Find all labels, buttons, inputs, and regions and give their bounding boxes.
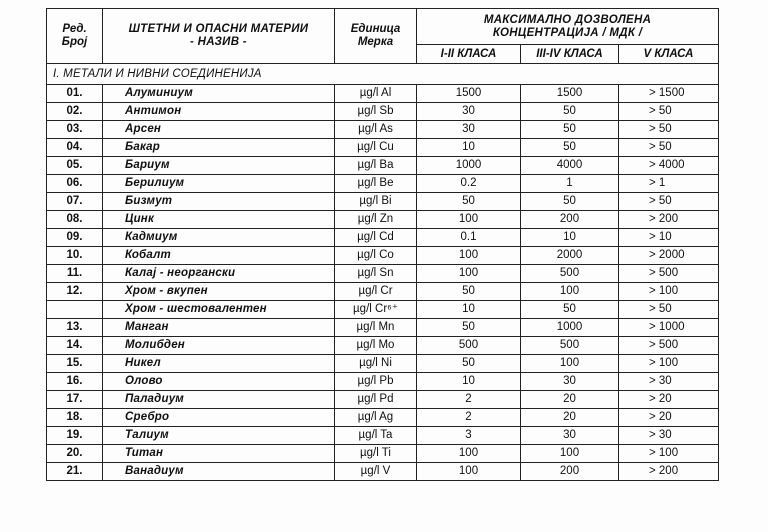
row-number: 03. [47,121,103,139]
unit-of-measure: µg/l Cr⁶⁺ [335,301,417,319]
limit-class-3-4: 1500 [521,85,619,103]
unit-of-measure: µg/l Ni [335,355,417,373]
limit-class-1-2: 0.1 [417,229,521,247]
limit-class-5: > 100 [619,283,719,301]
row-number: 17. [47,391,103,409]
row-number: 01. [47,85,103,103]
table-row [47,265,719,283]
table-row [47,103,719,121]
table-row [47,373,719,391]
limit-class-3-4: 20 [521,409,619,427]
table-row [47,247,719,265]
col-header-class-3: V КЛАСА [619,45,719,64]
limit-class-5: > 200 [619,211,719,229]
substance-name: Хром - вкупен [103,283,335,301]
limit-class-1-2: 10 [417,373,521,391]
table-row [47,337,719,355]
col-header-class-1: I-II КЛАСА [417,45,521,64]
limit-class-1-2: 100 [417,463,521,481]
limit-class-1-2: 0.2 [417,175,521,193]
limit-class-5: > 20 [619,409,719,427]
limit-class-3-4: 500 [521,337,619,355]
table-row [47,157,719,175]
table-row [47,463,719,481]
section-title: I. МЕТАЛИ И НИВНИ СОЕДИНЕНИЈА [47,64,719,85]
unit-of-measure: µg/l Sb [335,103,417,121]
limit-class-5: > 500 [619,265,719,283]
table-row [47,301,719,319]
row-number: 21. [47,463,103,481]
limit-class-1-2: 50 [417,193,521,211]
row-number: 09. [47,229,103,247]
table-row [47,427,719,445]
unit-of-measure: µg/l Ba [335,157,417,175]
substance-name: Калај - неоргански [103,265,335,283]
limit-class-3-4: 50 [521,103,619,121]
col-header-class-2: III-IV КЛАСА [521,45,619,64]
substance-name: Паладиум [103,391,335,409]
col-header-name-line2: - НАЗИВ - [190,36,247,48]
row-number: 18. [47,409,103,427]
unit-of-measure: µg/l Ta [335,427,417,445]
limit-class-5: > 50 [619,301,719,319]
substance-name: Бакар [103,139,335,157]
limit-class-5: > 100 [619,445,719,463]
substance-name: Арсен [103,121,335,139]
unit-of-measure: µg/l Cr [335,283,417,301]
limit-class-3-4: 50 [521,193,619,211]
col-header-unit-line1: Единица [350,23,401,35]
row-number: 19. [47,427,103,445]
table-row [47,211,719,229]
row-number: 14. [47,337,103,355]
limit-class-5: > 1 [619,175,719,193]
table-row [47,445,719,463]
row-number: 06. [47,175,103,193]
table-row [47,319,719,337]
limit-class-5: > 50 [619,121,719,139]
limit-class-1-2: 500 [417,337,521,355]
limit-class-5: > 100 [619,355,719,373]
limit-class-3-4: 50 [521,121,619,139]
substance-name: Бариум [103,157,335,175]
limit-class-1-2: 50 [417,355,521,373]
substance-name: Ванадиум [103,463,335,481]
substance-name: Хром - шестовалентен [103,301,335,319]
unit-of-measure: µg/l Mo [335,337,417,355]
limit-class-1-2: 100 [417,247,521,265]
substance-name: Молибден [103,337,335,355]
limit-class-5: > 1500 [619,85,719,103]
substance-name: Титан [103,445,335,463]
limit-class-3-4: 30 [521,373,619,391]
limit-class-3-4: 1000 [521,319,619,337]
col-header-number [47,9,103,64]
limit-class-1-2: 10 [417,139,521,157]
unit-of-measure: µg/l Zn [335,211,417,229]
substance-name: Никел [103,355,335,373]
limit-class-5: > 10 [619,229,719,247]
table-row [47,229,719,247]
unit-of-measure: µg/l Bi [335,193,417,211]
row-number: 13. [47,319,103,337]
limit-class-1-2: 30 [417,103,521,121]
col-header-mdk-line2: КОНЦЕНТРАЦИЈА / МДК / [492,26,643,39]
row-number: 02. [47,103,103,121]
limit-class-1-2: 50 [417,283,521,301]
table-row [47,409,719,427]
substance-name: Кадмиум [103,229,335,247]
unit-of-measure: µg/l As [335,121,417,139]
limit-class-1-2: 2 [417,409,521,427]
unit-of-measure: µg/l Cu [335,139,417,157]
limit-class-5: > 50 [619,193,719,211]
table-row [47,355,719,373]
limit-class-5: > 200 [619,463,719,481]
substance-name: Манган [103,319,335,337]
substance-name: Берилиум [103,175,335,193]
unit-of-measure: µg/l Pb [335,373,417,391]
substance-name: Олово [103,373,335,391]
substance-name: Сребро [103,409,335,427]
col-header-unit-line2: Мерка [357,36,394,48]
unit-of-measure: µg/l Ti [335,445,417,463]
limit-class-5: > 500 [619,337,719,355]
limit-class-3-4: 20 [521,391,619,409]
limit-class-3-4: 100 [521,355,619,373]
limit-class-3-4: 500 [521,265,619,283]
limits-table [46,8,719,481]
row-number: 12. [47,283,103,301]
limit-class-1-2: 1500 [417,85,521,103]
table-row [47,139,719,157]
unit-of-measure: µg/l Sn [335,265,417,283]
section-row [47,64,719,85]
col-header-name [103,9,335,64]
row-number: 10. [47,247,103,265]
col-header-mdk-line1: МАКСИМАЛНО ДОЗВОЛЕНА [483,13,652,26]
limit-class-3-4: 1 [521,175,619,193]
limit-class-1-2: 100 [417,265,521,283]
substance-name: Алуминиум [103,85,335,103]
substance-name: Антимон [103,103,335,121]
limit-class-1-2: 3 [417,427,521,445]
limit-class-3-4: 200 [521,211,619,229]
limit-class-5: > 30 [619,373,719,391]
limit-class-3-4: 50 [521,301,619,319]
row-number: 15. [47,355,103,373]
table-row [47,175,719,193]
limit-class-3-4: 30 [521,427,619,445]
limit-class-5: > 50 [619,139,719,157]
limit-class-1-2: 50 [417,319,521,337]
row-number: 16. [47,373,103,391]
unit-of-measure: µg/l Be [335,175,417,193]
limit-class-1-2: 1000 [417,157,521,175]
col-header-number-line1: Ред. [62,23,87,35]
row-number: 07. [47,193,103,211]
unit-of-measure: µg/l Cd [335,229,417,247]
col-header-unit [335,9,417,64]
limit-class-5: > 30 [619,427,719,445]
substance-name: Кобалт [103,247,335,265]
limit-class-3-4: 4000 [521,157,619,175]
row-number: 11. [47,265,103,283]
substance-name: Талиум [103,427,335,445]
table-row [47,283,719,301]
row-number [47,301,103,319]
row-number: 08. [47,211,103,229]
table-row [47,121,719,139]
row-number: 20. [47,445,103,463]
limit-class-3-4: 100 [521,445,619,463]
unit-of-measure: µg/l Pd [335,391,417,409]
unit-of-measure: µg/l Co [335,247,417,265]
limit-class-5: > 2000 [619,247,719,265]
unit-of-measure: µg/l Ag [335,409,417,427]
limit-class-1-2: 10 [417,301,521,319]
limit-class-1-2: 100 [417,445,521,463]
limit-class-5: > 20 [619,391,719,409]
limit-class-5: > 4000 [619,157,719,175]
col-header-name-line1: ШТЕТНИ И ОПАСНИ МАТЕРИИ [128,23,309,35]
col-header-number-line2: Број [61,36,88,48]
col-header-mdk [417,9,719,45]
substance-name: Бизмут [103,193,335,211]
limit-class-1-2: 2 [417,391,521,409]
limit-class-3-4: 10 [521,229,619,247]
limit-class-1-2: 100 [417,211,521,229]
unit-of-measure: µg/l Mn [335,319,417,337]
limit-class-1-2: 30 [417,121,521,139]
limit-class-3-4: 200 [521,463,619,481]
unit-of-measure: µg/l V [335,463,417,481]
unit-of-measure: µg/l Al [335,85,417,103]
substance-name: Цинк [103,211,335,229]
row-number: 04. [47,139,103,157]
limit-class-3-4: 100 [521,283,619,301]
limit-class-5: > 50 [619,103,719,121]
table-row [47,391,719,409]
row-number: 05. [47,157,103,175]
header-row-1 [47,9,719,45]
table-row [47,193,719,211]
limit-class-3-4: 2000 [521,247,619,265]
limit-class-3-4: 50 [521,139,619,157]
limit-class-5: > 1000 [619,319,719,337]
table-row [47,85,719,103]
